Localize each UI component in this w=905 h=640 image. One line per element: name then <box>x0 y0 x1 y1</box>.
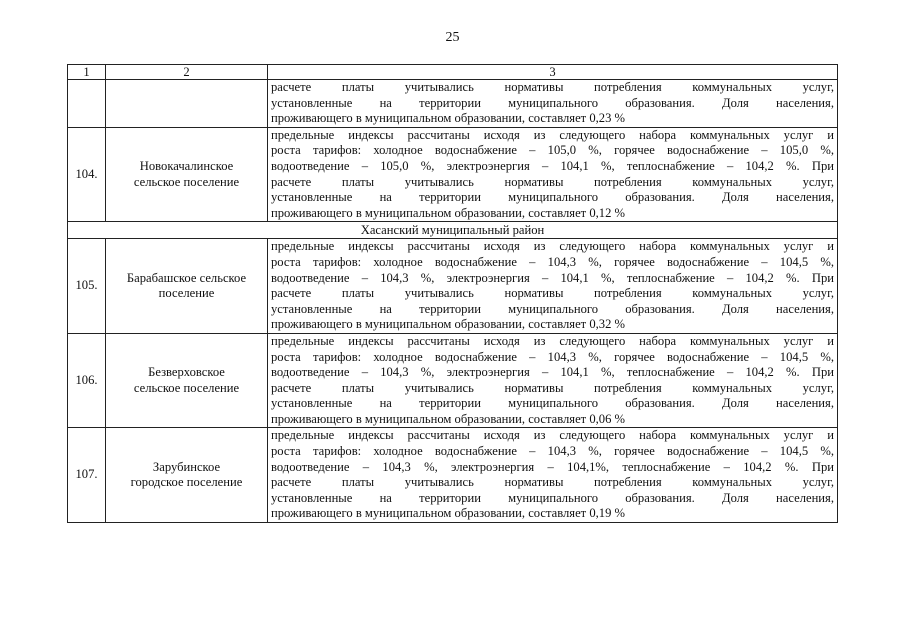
section-heading: Хасанский муниципальный район <box>68 222 838 239</box>
settlement-name-line: Новокачалинское <box>139 158 234 173</box>
settlement-name-line: городское поселение <box>130 475 243 490</box>
settlement-name-line: Барабашское сельское <box>126 270 247 285</box>
row-number: 104. <box>68 127 106 222</box>
settlement-name-line: Безверховское <box>148 365 225 380</box>
table-row <box>68 127 838 222</box>
description-line: установленные на территории муниципального образования. Доля населения, <box>271 301 834 316</box>
description-line: предельные индексы рассчитаны исходя из следующего набора коммунальных услуг и <box>271 428 834 443</box>
column-header-1: 1 <box>68 65 106 80</box>
description-line: предельные индексы рассчитаны исходя из следующего набора коммунальных услуг и <box>271 333 834 348</box>
description-line: проживающего в муниципальном образовании, составляет 0,06 % <box>271 411 626 426</box>
description-line: проживающего в муниципальном образовании, составляет 0,12 % <box>271 205 626 220</box>
description-cell <box>268 127 838 222</box>
description-line: водоотведение – 104,3 %, электроэнергия – 104,1%, теплоснабжение – 104,2 %. При <box>271 459 834 474</box>
description-line: проживающего в муниципальном образовании, составляет 0,32 % <box>271 317 626 332</box>
column-header-3: 3 <box>268 65 838 80</box>
table-row <box>68 428 838 523</box>
description-line: расчете платы учитывались нормативы потребления коммунальных услуг, <box>271 475 834 490</box>
description-line: роста тарифов: холодное водоснабжение – 104,3 %, горячее водоснабжение – 104,5 %, <box>271 254 834 269</box>
row-number: 105. <box>68 239 106 334</box>
description-cell <box>268 239 838 334</box>
description-line: предельные индексы рассчитаны исходя из следующего набора коммунальных услуг и <box>271 239 834 254</box>
description-line: расчете платы учитывались нормативы потребления коммунальных услуг, <box>271 80 834 94</box>
description-line: роста тарифов: холодное водоснабжение – 104,3 %, горячее водоснабжение – 104,5 %, <box>271 444 834 459</box>
settlement-name <box>106 239 268 334</box>
section-row <box>68 222 838 239</box>
description-line: установленные на территории муниципального образования. Доля населения, <box>271 95 834 110</box>
settlement-name-cell <box>106 80 268 128</box>
description-line: проживающего в муниципальном образовании, составляет 0,19 % <box>271 506 626 521</box>
description-line: роста тарифов: холодное водоснабжение – 104,3 %, горячее водоснабжение – 104,5 %, <box>271 349 834 364</box>
row-number: 107. <box>68 428 106 523</box>
page-number: 25 <box>445 30 460 45</box>
description-cell <box>268 80 838 128</box>
table-header-row <box>68 65 838 80</box>
description-line: водоотведение – 104,3 %, электроэнергия – 104,1 %, теплоснабжение – 104,2 %. При <box>271 270 834 285</box>
settlement-name-line: сельское поселение <box>133 174 240 189</box>
row-number-cell <box>68 80 106 128</box>
description-line: расчете платы учитывались нормативы потребления коммунальных услуг, <box>271 286 834 301</box>
settlement-name <box>106 127 268 222</box>
row-number: 106. <box>68 333 106 428</box>
settlement-name-line: поселение <box>158 286 215 301</box>
tariff-table <box>67 64 838 523</box>
description-line: водоотведение – 104,3 %, электроэнергия – 104,1 %, теплоснабжение – 104,2 %. При <box>271 365 834 380</box>
description-line: расчете платы учитывались нормативы потребления коммунальных услуг, <box>271 174 834 189</box>
description-line: водоотведение – 105,0 %, электроэнергия – 104,1 %, теплоснабжение – 104,2 %. При <box>271 158 834 173</box>
settlement-name-line: Зарубинское <box>152 459 221 474</box>
description-line: установленные на территории муниципального образования. Доля населения, <box>271 490 834 505</box>
settlement-name-line: сельское поселение <box>133 380 240 395</box>
table-row <box>68 239 838 334</box>
table-row <box>68 333 838 428</box>
description-line: расчете платы учитывались нормативы потребления коммунальных услуг, <box>271 380 834 395</box>
description-line: проживающего в муниципальном образовании, составляет 0,23 % <box>271 111 626 126</box>
description-cell <box>268 333 838 428</box>
description-line: роста тарифов: холодное водоснабжение – 105,0 %, горячее водоснабжение – 105,0 %, <box>271 143 834 158</box>
description-line: установленные на территории муниципального образования. Доля населения, <box>271 190 834 205</box>
continuation-row <box>68 80 838 128</box>
settlement-name <box>106 428 268 523</box>
description-line: установленные на территории муниципального образования. Доля населения, <box>271 396 834 411</box>
description-line: предельные индексы рассчитаны исходя из следующего набора коммунальных услуг и <box>271 127 834 142</box>
settlement-name <box>106 333 268 428</box>
description-cell <box>268 428 838 523</box>
column-header-2: 2 <box>106 65 268 80</box>
